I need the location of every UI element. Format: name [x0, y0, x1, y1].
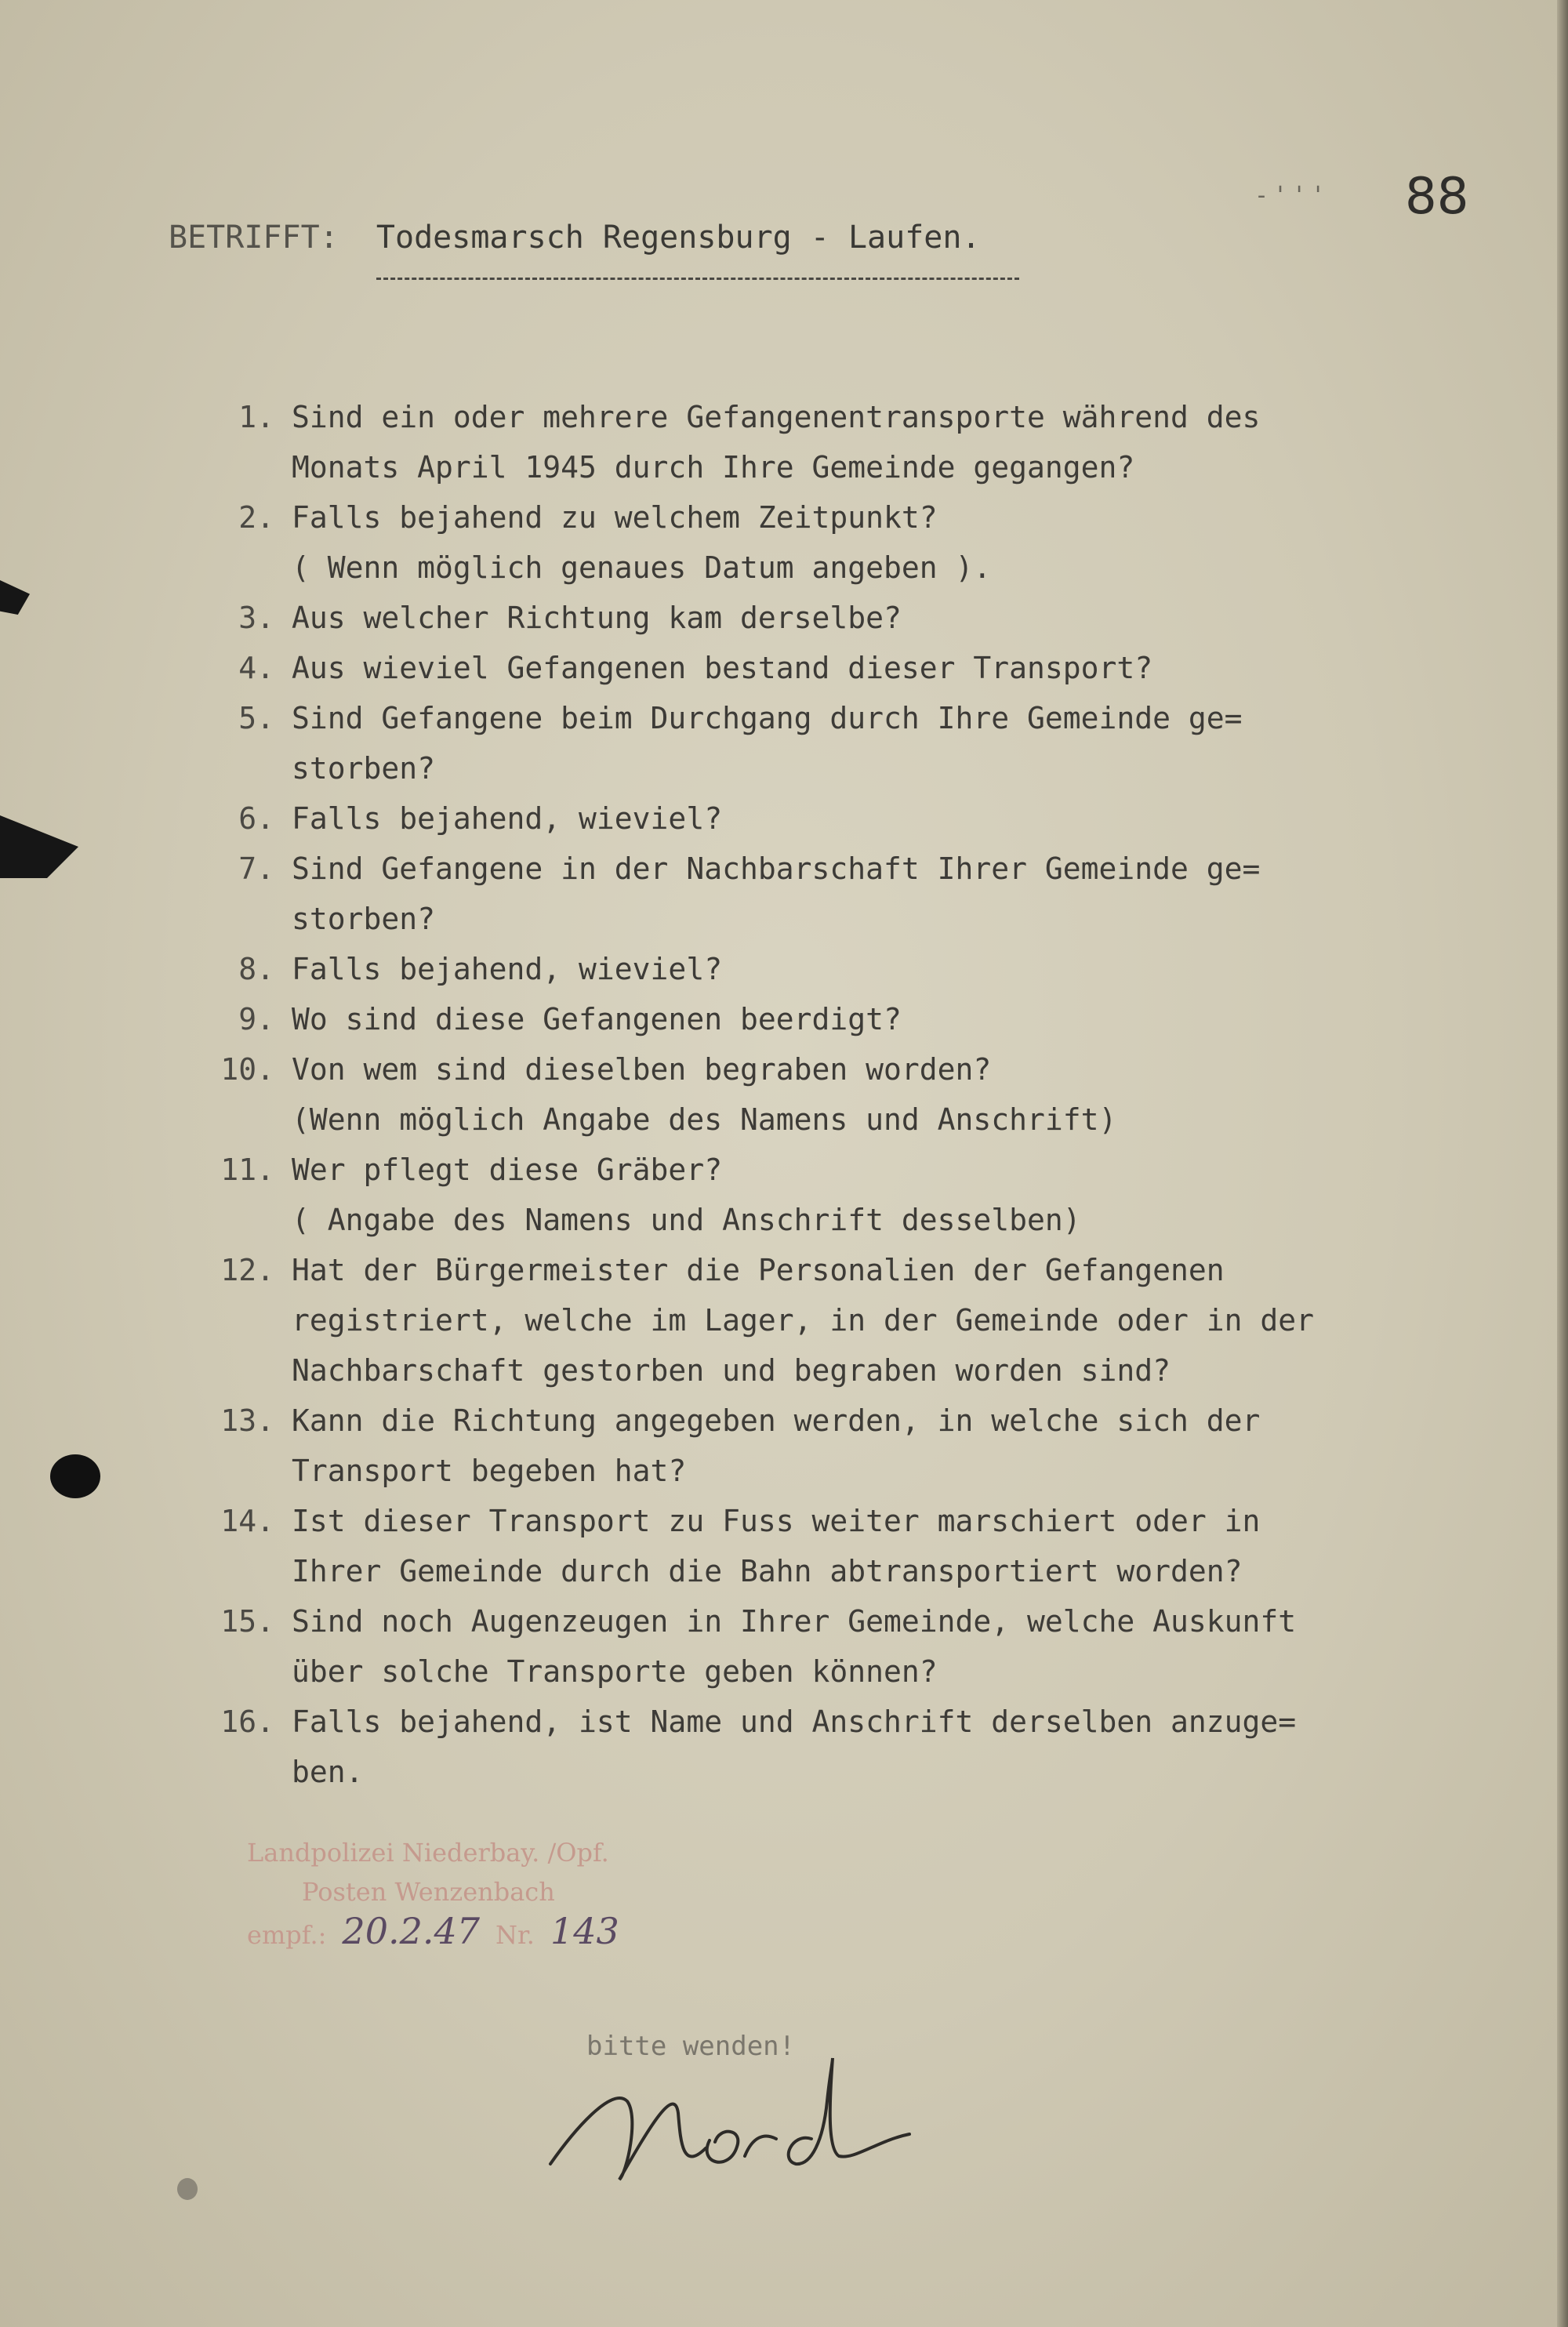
question-number: 11. [220, 1153, 274, 1187]
turn-page-note: bitte wenden! [586, 2031, 796, 2062]
folio-number: 88 [1405, 168, 1469, 226]
question-item [188, 1245, 1411, 1396]
question-text: Wer pflegt diese Gräber? ( Angabe des Namens und Anschrift desselben) [292, 1153, 1081, 1237]
question-text: Falls bejahend, wieviel? [292, 801, 723, 836]
question-number: 1. [238, 400, 274, 434]
question-item [188, 1396, 1411, 1496]
stamp-received-label: empf.: [247, 1920, 327, 1950]
question-text: Falls bejahend, ist Name und Anschrift derselben anzuge= ben. [292, 1704, 1297, 1789]
question-number: 8. [238, 952, 274, 986]
question-number: 12. [220, 1253, 274, 1287]
question-text: Falls bejahend zu welchem Zeitpunkt? ( Wenn möglich genaues Datum angeben ). [292, 500, 992, 585]
folio-marks: -''' [1254, 182, 1330, 209]
question-item [188, 1145, 1411, 1245]
margin-tear [0, 580, 30, 615]
stamp-number-value: 143 [550, 1910, 619, 1952]
question-item [188, 492, 1411, 593]
question-item [188, 1044, 1411, 1145]
question-text: Sind ein oder mehrere Gefangenentransporte während des Monats April 1945 durch Ihre Gemeinde gegangen? [292, 400, 1261, 485]
question-number: 7. [238, 851, 274, 886]
question-number: 2. [238, 500, 274, 535]
question-number: 15. [220, 1604, 274, 1639]
margin-tear [0, 815, 78, 878]
stamp-post: Posten Wenzenbach [302, 1877, 555, 1907]
question-number: 6. [238, 801, 274, 836]
question-text: Wo sind diese Gefangenen beerdigt? [292, 1002, 902, 1036]
question-item [188, 693, 1411, 793]
question-number: 14. [220, 1504, 274, 1538]
question-text: Aus welcher Richtung kam derselbe? [292, 601, 902, 635]
question-item [188, 593, 1411, 643]
question-item [188, 643, 1411, 693]
question-number: 9. [238, 1002, 274, 1036]
question-text: Ist dieser Transport zu Fuss weiter marschiert oder in Ihrer Gemeinde durch die Bahn abtransportiert worden? [292, 1504, 1261, 1588]
stamp-received-line [247, 1911, 635, 1955]
police-received-stamp [247, 1833, 635, 1955]
question-text: Kann die Richtung angegeben werden, in welche sich der Transport begeben hat? [292, 1403, 1261, 1488]
question-text: Aus wieviel Gefangenen bestand dieser Transport? [292, 651, 1153, 685]
subject-line [169, 220, 981, 256]
question-text: Falls bejahend, wieviel? [292, 952, 723, 986]
signature-nord [541, 2054, 933, 2195]
question-number: 16. [220, 1704, 274, 1739]
question-item [188, 1596, 1411, 1697]
question-text: Von wem sind dieselben begraben worden? (Wenn möglich Angabe des Namens und Anschrift) [292, 1052, 1117, 1137]
page-edge [1557, 0, 1568, 2327]
subject-text: Todesmarsch Regensburg - Laufen. [376, 220, 981, 256]
subject-underline [376, 278, 1019, 280]
question-number: 3. [238, 601, 274, 635]
question-number: 5. [238, 701, 274, 735]
question-item [188, 793, 1411, 844]
question-item [188, 1697, 1411, 1797]
subject-label: BETRIFFT: [169, 220, 339, 256]
ink-smudge [177, 2178, 198, 2200]
question-number: 10. [220, 1052, 274, 1087]
stamp-received-date: 20.2.47 [342, 1910, 480, 1952]
punch-hole [50, 1454, 100, 1498]
question-item [188, 844, 1411, 944]
question-text: Sind Gefangene in der Nachbarschaft Ihrer Gemeinde ge= storben? [292, 851, 1261, 936]
question-text: Hat der Bürgermeister die Personalien der Gefangenen registriert, welche im Lager, in der Gemeinde oder in der Nachbarschaft gestorben und begraben worden sind? [292, 1253, 1315, 1388]
question-text: Sind Gefangene beim Durchgang durch Ihre Gemeinde ge= storben? [292, 701, 1243, 786]
stamp-number-label: Nr. [495, 1920, 535, 1950]
stamp-office: Landpolizei Niederbay. /Opf. [247, 1838, 609, 1868]
question-text: Sind noch Augenzeugen in Ihrer Gemeinde, welche Auskunft über solche Transporte geben können? [292, 1604, 1297, 1689]
question-item [188, 1496, 1411, 1596]
question-list [188, 392, 1411, 1797]
question-number: 4. [238, 651, 274, 685]
question-item [188, 944, 1411, 994]
question-item [188, 994, 1411, 1044]
question-number: 13. [220, 1403, 274, 1438]
question-item [188, 392, 1411, 492]
